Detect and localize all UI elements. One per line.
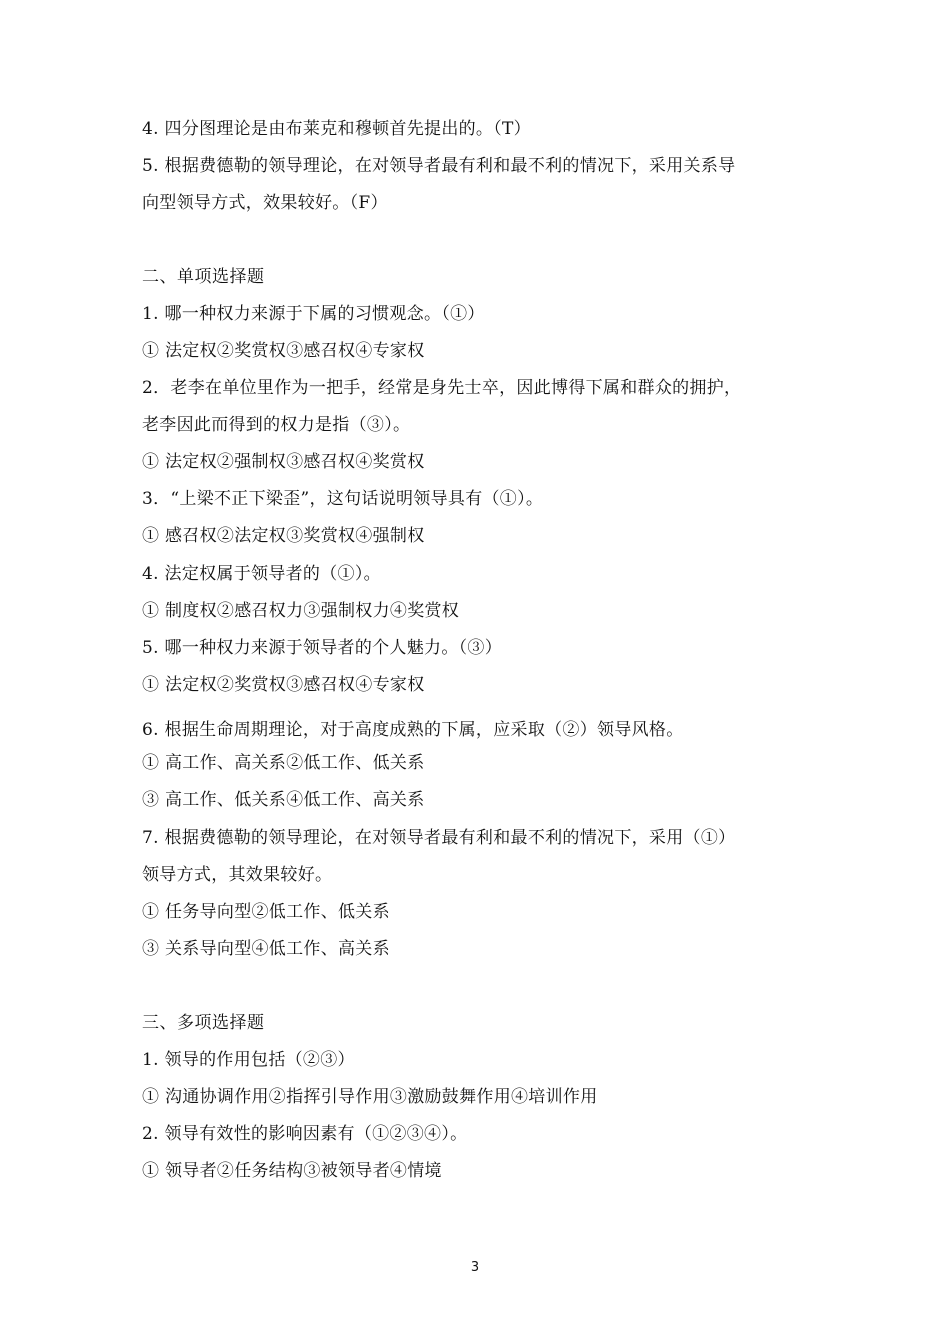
sc-q2-line2: 老李因此而得到的权力是指（③）。 — [142, 415, 411, 435]
sc-q1: 1. 哪一种权力来源于下属的习惯观念。（①） — [142, 304, 485, 324]
multi-choice-heading: 三、多项选择题 — [142, 1013, 265, 1033]
tf-item-5-line1: 5. 根据费德勒的领导理论，在对领导者最有利和最不利的情况下，采用关系导 — [142, 156, 736, 176]
sc-q7-line1: 7. 根据费德勒的领导理论，在对领导者最有利和最不利的情况下，采用（①） — [142, 828, 736, 848]
sc-q4: 4. 法定权属于领导者的（①）。 — [142, 564, 381, 584]
tf-item-4: 4. 四分图理论是由布莱克和穆顿首先提出的。（T） — [142, 119, 531, 139]
sc-q2-options: ① 法定权②强制权③感召权④奖赏权 — [142, 452, 425, 472]
mc-q2: 2. 领导有效性的影响因素有（①②③④）。 — [142, 1124, 468, 1144]
sc-q4-options: ① 制度权②感召权力③强制权力④奖赏权 — [142, 601, 460, 621]
sc-q5-options: ① 法定权②奖赏权③感召权④专家权 — [142, 675, 425, 695]
page-number: 3 — [470, 1260, 480, 1275]
mc-q2-options: ① 领导者②任务结构③被领导者④情境 — [142, 1161, 442, 1181]
sc-q3-options: ① 感召权②法定权③奖赏权④强制权 — [142, 526, 425, 546]
sc-q6-options-a: ① 高工作、高关系②低工作、低关系 — [142, 753, 425, 773]
mc-q1-options: ① 沟通协调作用②指挥引导作用③激励鼓舞作用④培训作用 — [142, 1087, 598, 1107]
single-choice-heading: 二、单项选择题 — [142, 267, 265, 287]
sc-q7-options-b: ③ 关系导向型④低工作、高关系 — [142, 939, 390, 959]
mc-q1: 1. 领导的作用包括（②③） — [142, 1050, 355, 1070]
sc-q2-line1: 2．老李在单位里作为一把手，经常是身先士卒，因此博得下属和群众的拥护， — [142, 378, 742, 398]
sc-q7-options-a: ① 任务导向型②低工作、低关系 — [142, 902, 390, 922]
sc-q6-options-b: ③ 高工作、低关系④低工作、高关系 — [142, 790, 425, 810]
sc-q5: 5. 哪一种权力来源于领导者的个人魅力。（③） — [142, 638, 503, 658]
sc-q6: 6. 根据生命周期理论，对于高度成熟的下属，应采取（②）领导风格。 — [142, 720, 684, 740]
sc-q7-line2: 领导方式，其效果较好。 — [142, 865, 333, 885]
sc-q1-options: ① 法定权②奖赏权③感召权④专家权 — [142, 341, 425, 361]
tf-item-5-line2: 向型领导方式，效果较好。（F） — [142, 193, 388, 213]
sc-q3: 3．“上梁不正下梁歪”，这句话说明领导具有（①）。 — [142, 489, 544, 509]
